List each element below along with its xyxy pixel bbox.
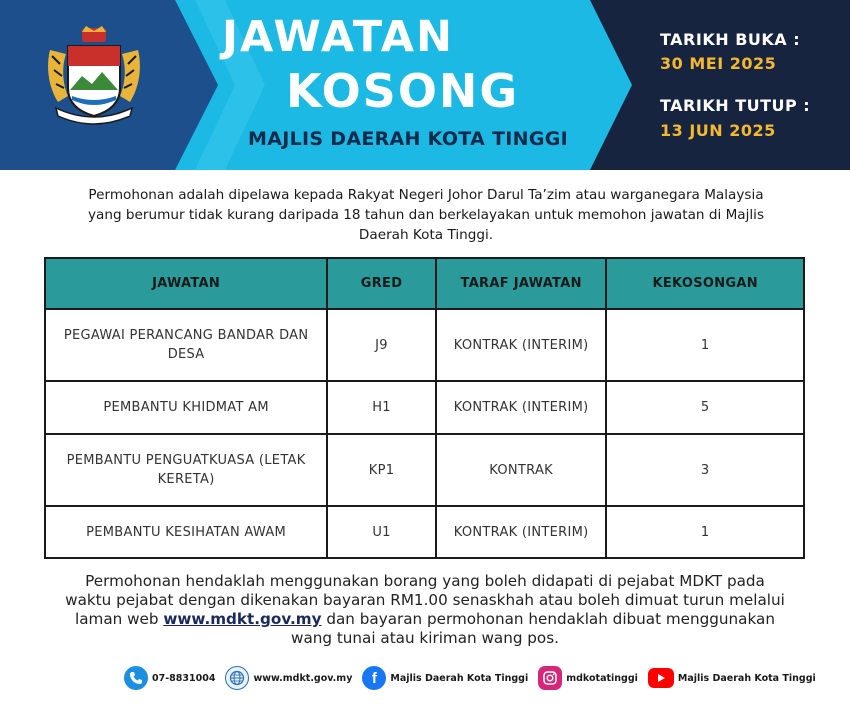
title-line-2: KOSONG	[286, 64, 520, 118]
cell-gred: U1	[327, 506, 436, 558]
cell-jawatan: PEGAWAI PERANCANG BANDAR DAN DESA	[45, 309, 327, 381]
instagram-handle: mdkotatinggi	[566, 672, 638, 684]
table-row	[45, 381, 804, 434]
header-jawatan: JAWATAN	[45, 258, 327, 309]
contact-facebook[interactable]	[362, 666, 528, 690]
cell-taraf: KONTRAK	[436, 434, 607, 506]
contact-bar	[124, 665, 826, 691]
cell-jawatan: PEMBANTU KHIDMAT AM	[45, 381, 327, 434]
cell-taraf: KONTRAK (INTERIM)	[436, 506, 607, 558]
cell-jawatan: PEMBANTU PENGUATKUASA (LETAK KERETA)	[45, 434, 327, 506]
cell-kekosongan: 5	[606, 381, 804, 434]
website-url: www.mdkt.gov.my	[253, 672, 353, 684]
close-date-value: 13 JUN 2025	[660, 121, 776, 140]
cell-kekosongan: 1	[606, 506, 804, 558]
phone-icon	[124, 666, 148, 690]
table-row	[45, 506, 804, 558]
contact-instagram[interactable]	[538, 666, 638, 690]
instagram-icon	[538, 666, 562, 690]
youtube-channel: Majlis Daerah Kota Tinggi	[677, 672, 816, 684]
cell-taraf: KONTRAK (INTERIM)	[436, 309, 607, 381]
contact-phone[interactable]	[124, 666, 215, 690]
title-line-1: JAWATAN	[222, 12, 455, 62]
banner-subtitle: MAJLIS DAERAH KOTA TINGGI	[248, 128, 568, 150]
header-gred: GRED	[327, 258, 436, 309]
cell-taraf: KONTRAK (INTERIM)	[436, 381, 607, 434]
cell-gred: J9	[327, 309, 436, 381]
header-banner	[0, 0, 850, 170]
vacancy-table	[44, 257, 805, 559]
open-date-value: 30 MEI 2025	[660, 54, 777, 73]
cell-gred: KP1	[327, 434, 436, 506]
contact-website[interactable]	[225, 666, 352, 690]
table-row	[45, 434, 804, 506]
cell-kekosongan: 3	[606, 434, 804, 506]
facebook-name: Majlis Daerah Kota Tinggi	[390, 672, 529, 684]
intro-paragraph: Permohonan adalah dipelawa kepada Rakyat Negeri Johor Darul Ta’zim atau warganegara Malaysia yang berumur tidak kurang daripada 18 tahun dan berkelayakan untuk memohon jawatan di Majlis Daerah Kota Tinggi.	[87, 187, 765, 243]
header-taraf-jawatan: TARAF JAWATAN	[436, 258, 607, 309]
contact-youtube[interactable]	[648, 668, 816, 688]
notice-text-after: dan bayaran permohonan hendaklah dibuat menggunakan wang tunai atau kiriman wang pos.	[291, 610, 775, 647]
table-header-row	[45, 258, 804, 309]
youtube-icon	[648, 668, 674, 688]
cell-kekosongan: 1	[606, 309, 804, 381]
cell-gred: H1	[327, 381, 436, 434]
mdkt-crest-logo	[38, 26, 150, 130]
application-notice	[60, 572, 790, 648]
close-date-label: TARIKH TUTUP :	[660, 96, 811, 115]
open-date-label: TARIKH BUKA :	[660, 30, 801, 49]
cell-jawatan: PEMBANTU KESIHATAN AWAM	[45, 506, 327, 558]
table-row	[45, 309, 804, 381]
website-link[interactable]: www.mdkt.gov.my	[163, 610, 322, 628]
phone-number: 07-8831004	[152, 672, 216, 684]
globe-icon	[225, 666, 249, 690]
header-kekosongan: KEKOSONGAN	[606, 258, 804, 309]
facebook-icon: f	[362, 666, 386, 690]
notice-text-before: Permohonan hendaklah menggunakan borang yang boleh didapati di pejabat MDKT pada waktu pejabat dengan dikenakan bayaran RM1.00 senaskhah atau boleh dimuat turun melalui laman web	[65, 572, 785, 628]
